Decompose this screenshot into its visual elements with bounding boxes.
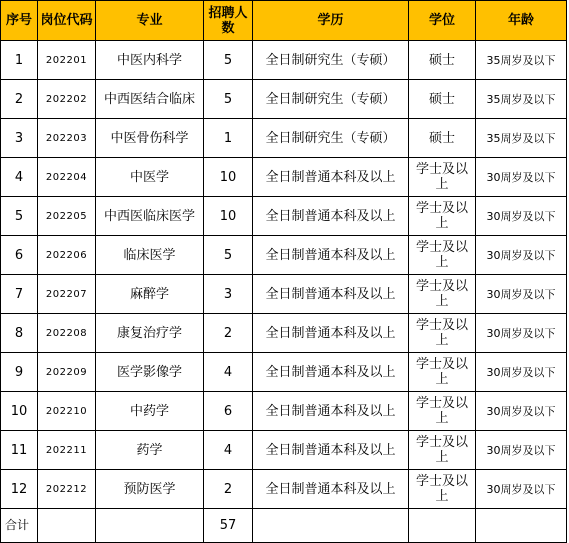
cell-education: 全日制普通本科及以上 [253,236,409,275]
cell-education: 全日制普通本科及以上 [253,431,409,470]
cell-code: 202207 [38,275,96,314]
table-row [1,431,567,470]
cell-education: 全日制普通本科及以上 [253,275,409,314]
table-row [1,119,567,158]
cell-age: 35周岁及以下 [476,80,567,119]
total-empty-cell [476,509,567,543]
cell-major: 中医骨伤科学 [96,119,204,158]
cell-degree: 学士及以上 [409,314,476,353]
cell-code: 202211 [38,431,96,470]
cell-major: 中西医临床医学 [96,197,204,236]
cell-index: 9 [1,353,38,392]
cell-degree: 学士及以上 [409,353,476,392]
cell-index: 5 [1,197,38,236]
cell-major: 中药学 [96,392,204,431]
table-row [1,275,567,314]
cell-age: 30周岁及以下 [476,470,567,509]
cell-code: 202201 [38,41,96,80]
cell-education: 全日制普通本科及以上 [253,158,409,197]
cell-index: 1 [1,41,38,80]
total-row [1,509,567,543]
cell-index: 6 [1,236,38,275]
table-row [1,236,567,275]
cell-age: 30周岁及以下 [476,314,567,353]
header-code: 岗位代码 [38,1,96,41]
cell-age: 30周岁及以下 [476,275,567,314]
cell-degree: 学士及以上 [409,158,476,197]
cell-major: 药学 [96,431,204,470]
cell-degree: 学士及以上 [409,236,476,275]
cell-count: 4 [204,353,253,392]
table-row [1,314,567,353]
cell-age: 30周岁及以下 [476,392,567,431]
header-row [1,1,567,41]
cell-major: 医学影像学 [96,353,204,392]
cell-degree: 学士及以上 [409,197,476,236]
table-row [1,353,567,392]
header-count: 招聘人数 [204,1,253,41]
cell-index: 11 [1,431,38,470]
cell-code: 202205 [38,197,96,236]
cell-education: 全日制普通本科及以上 [253,470,409,509]
cell-education: 全日制普通本科及以上 [253,392,409,431]
header-age: 年龄 [476,1,567,41]
cell-education: 全日制普通本科及以上 [253,197,409,236]
cell-code: 202204 [38,158,96,197]
cell-code: 202210 [38,392,96,431]
cell-education: 全日制研究生（专硕） [253,41,409,80]
cell-degree: 学士及以上 [409,392,476,431]
cell-degree: 硕士 [409,41,476,80]
cell-code: 202209 [38,353,96,392]
cell-major: 康复治疗学 [96,314,204,353]
total-count: 57 [204,509,253,543]
cell-age: 30周岁及以下 [476,236,567,275]
header-education: 学历 [253,1,409,41]
cell-age: 30周岁及以下 [476,431,567,470]
cell-index: 10 [1,392,38,431]
cell-index: 8 [1,314,38,353]
cell-age: 35周岁及以下 [476,41,567,80]
cell-degree: 学士及以上 [409,275,476,314]
cell-count: 10 [204,197,253,236]
cell-degree: 硕士 [409,119,476,158]
cell-major: 临床医学 [96,236,204,275]
cell-count: 4 [204,431,253,470]
header-major: 专业 [96,1,204,41]
cell-code: 202203 [38,119,96,158]
total-empty-cell [253,509,409,543]
cell-code: 202206 [38,236,96,275]
cell-degree: 学士及以上 [409,431,476,470]
cell-degree: 硕士 [409,80,476,119]
cell-major: 中医内科学 [96,41,204,80]
cell-major: 预防医学 [96,470,204,509]
table-row [1,392,567,431]
cell-code: 202208 [38,314,96,353]
cell-count: 3 [204,275,253,314]
cell-education: 全日制研究生（专硕） [253,119,409,158]
cell-index: 7 [1,275,38,314]
cell-count: 5 [204,41,253,80]
cell-degree: 学士及以上 [409,470,476,509]
table-row [1,80,567,119]
cell-major: 中西医结合临床 [96,80,204,119]
header-index: 序号 [1,1,38,41]
cell-age: 35周岁及以下 [476,119,567,158]
header-degree: 学位 [409,1,476,41]
table-row [1,470,567,509]
cell-code: 202212 [38,470,96,509]
cell-index: 2 [1,80,38,119]
table-row [1,41,567,80]
cell-age: 30周岁及以下 [476,353,567,392]
cell-major: 麻醉学 [96,275,204,314]
cell-count: 5 [204,236,253,275]
table-row [1,158,567,197]
cell-education: 全日制普通本科及以上 [253,314,409,353]
cell-index: 12 [1,470,38,509]
total-label: 合计 [1,509,38,543]
total-empty-cell [38,509,96,543]
cell-count: 2 [204,314,253,353]
total-empty-cell [409,509,476,543]
cell-count: 2 [204,470,253,509]
cell-count: 6 [204,392,253,431]
cell-count: 10 [204,158,253,197]
table-row [1,197,567,236]
total-empty-cell [96,509,204,543]
cell-education: 全日制普通本科及以上 [253,353,409,392]
cell-age: 30周岁及以下 [476,158,567,197]
cell-major: 中医学 [96,158,204,197]
cell-count: 1 [204,119,253,158]
cell-count: 5 [204,80,253,119]
cell-index: 3 [1,119,38,158]
cell-code: 202202 [38,80,96,119]
cell-index: 4 [1,158,38,197]
cell-education: 全日制研究生（专硕） [253,80,409,119]
cell-age: 30周岁及以下 [476,197,567,236]
